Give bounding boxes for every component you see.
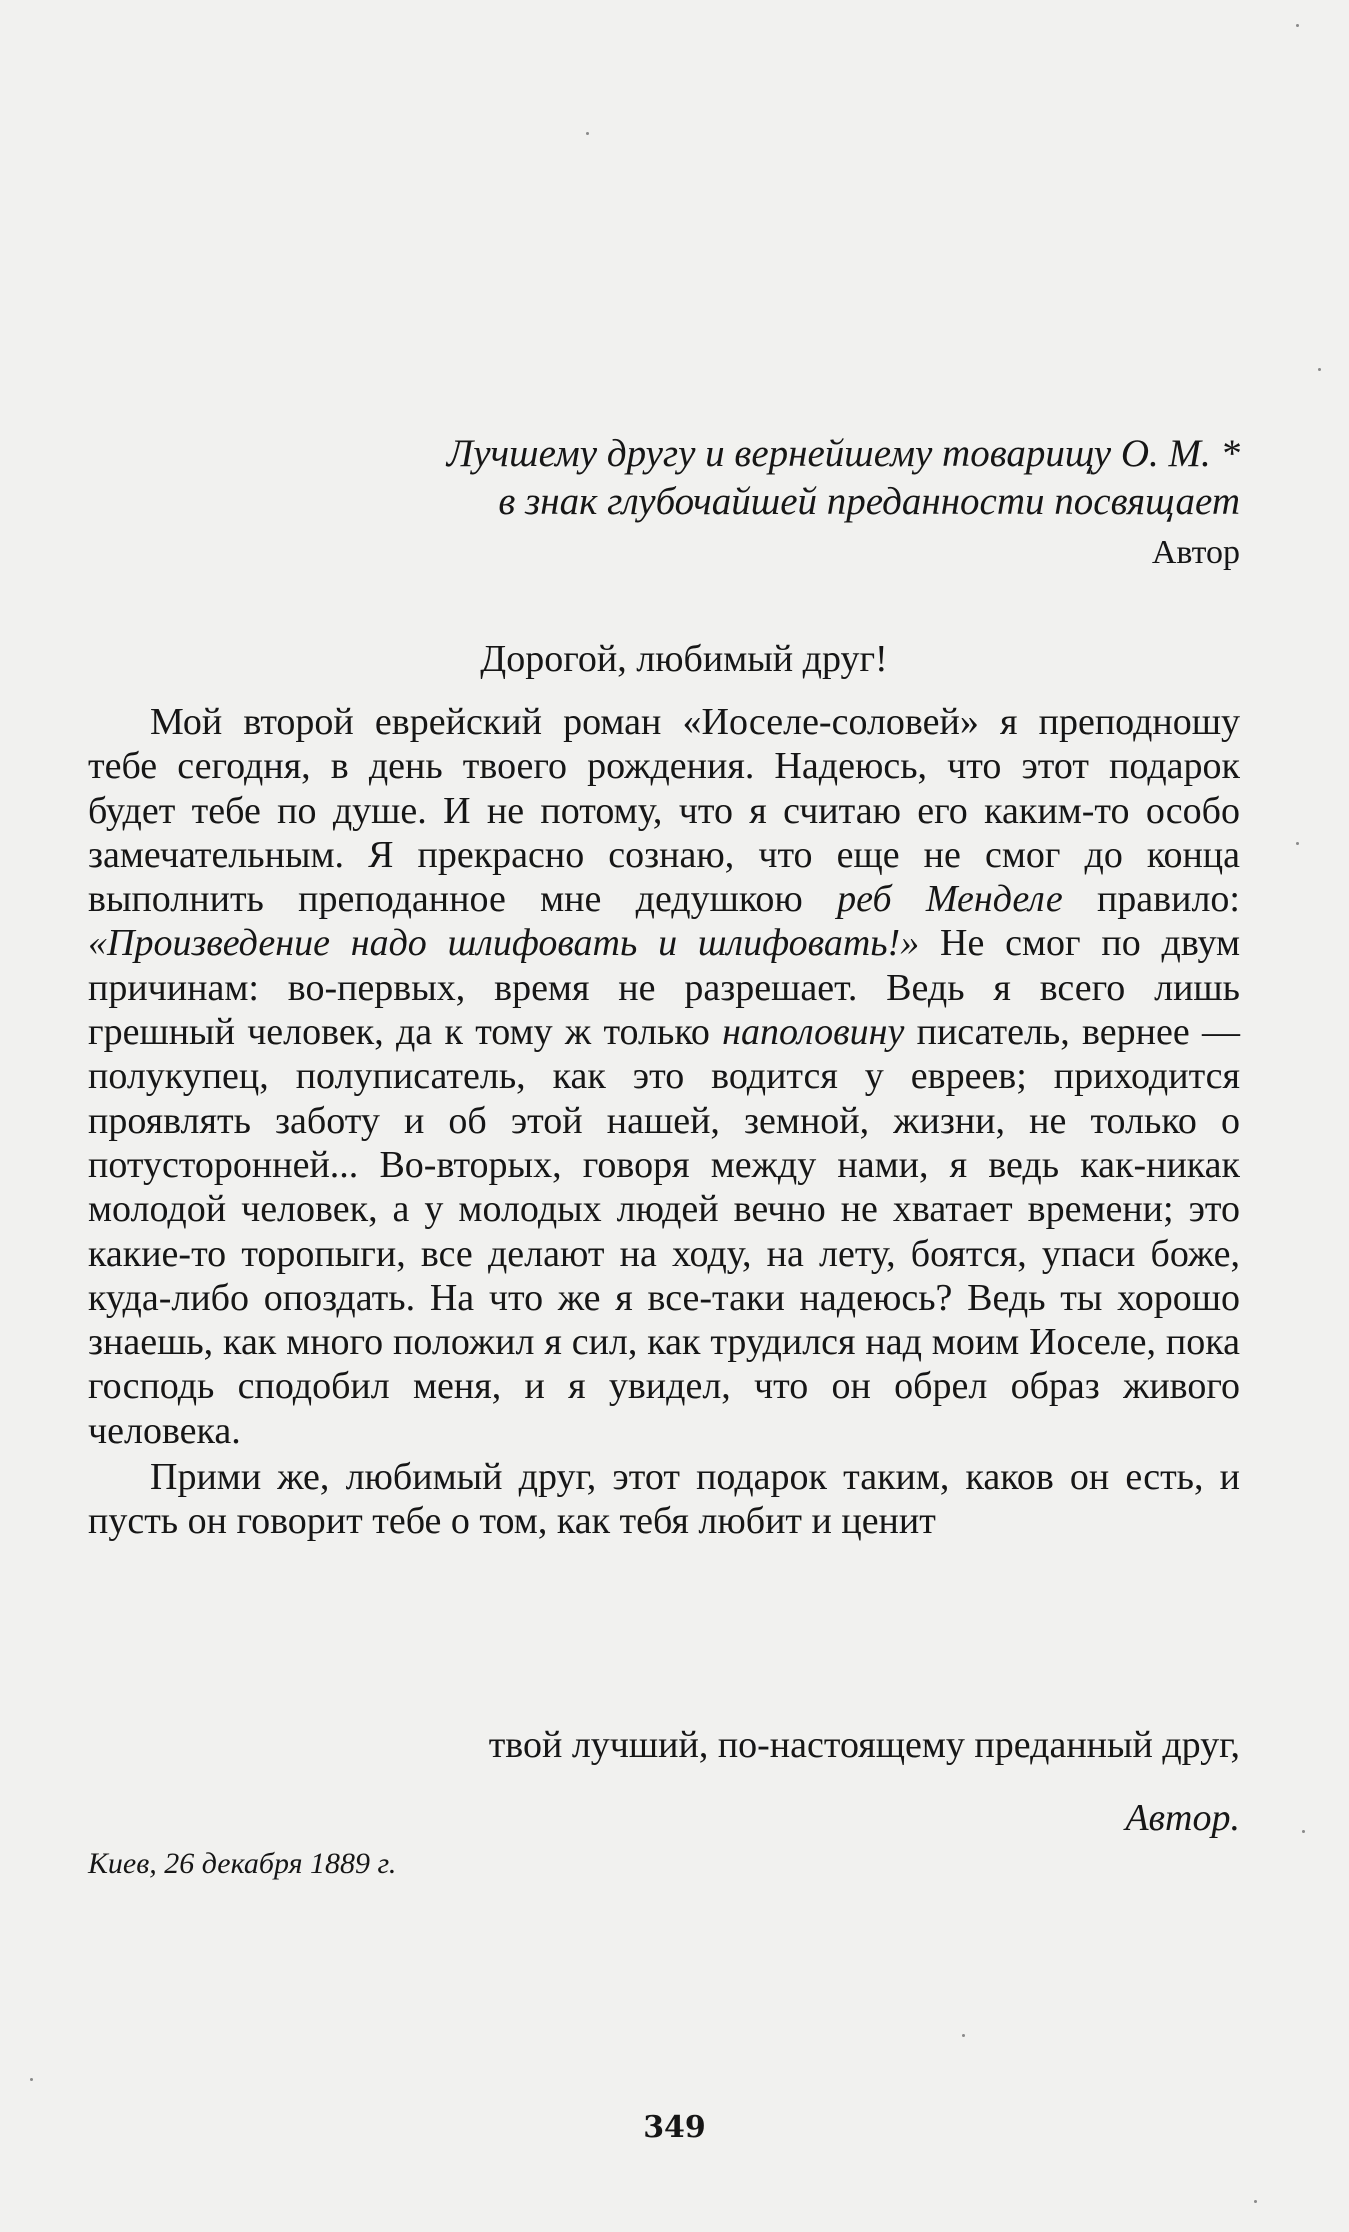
paragraph-1-emphasis-3: наполовину	[722, 1011, 905, 1054]
greeting: Дорогой, любимый друг!	[480, 638, 888, 680]
letter-body	[88, 700, 1240, 1544]
scan-speck	[586, 132, 589, 135]
page-number: 349	[643, 2110, 706, 2145]
paragraph-1-emphasis-1: реб Менделе	[837, 878, 1063, 921]
dedication-line-2: в знак глубочайшей преданности посвящает	[498, 480, 1240, 523]
scan-speck	[1296, 24, 1299, 27]
paragraph-1	[88, 700, 1240, 1453]
dedication	[88, 430, 1240, 578]
place-date: Киев, 26 декабря 1889 г.	[88, 1847, 397, 1880]
dedication-line-1: Лучшему другу и вернейшему товарищу О. М. *	[446, 432, 1240, 475]
paragraph-1-part-1: Мой второй еврейский роман «Иоселе-соловей» я преподношу тебе сегодня, в день твоего рождения. Надеюсь, что этот подарок будет тебе по душе. И не потому, что я считаю его каким-то особо замечательным. Я прекрасно сознаю, что еще не смог до конца выполнить преподанное мне дедушкою	[88, 701, 1240, 921]
scan-speck	[30, 2078, 33, 2081]
scan-speck	[962, 2034, 965, 2037]
paragraph-1-emphasis-2: «Произведение надо шлифовать и шлифовать!»	[88, 922, 920, 965]
signature-author: Автор.	[1125, 1797, 1240, 1839]
scan-speck	[1302, 1830, 1305, 1833]
scan-speck	[1318, 368, 1321, 371]
scan-speck	[1296, 842, 1299, 845]
paragraph-1-part-4: писатель, вернее — полукупец, полуписатель, как это водится у евреев; приходится проявлять заботу и об этой нашей, земной, жизни, не только о потусторонней... Во-вторых, говоря между нами, я ведь как-никак молодой человек, а у молодых людей вечно не хватает времени; это какие-то торопыги, все делают на ходу, на лету, боятся, упаси боже, куда-либо опоздать. На что же я все-таки надеюсь? Ведь ты хорошо знаешь, как много положил я сил, как трудился над моим Иоселе, пока господь сподобил меня, и я увидел, что он обрел образ живого человека.	[88, 1011, 1240, 1452]
paragraph-1-part-3: Не смог по двум причинам: во-первых, время не разрешает. Ведь я всего лишь грешный человек, да к тому ж только	[88, 922, 1241, 1054]
paragraph-1-part-2: правило:	[1062, 878, 1240, 921]
signature-line: твой лучший, по-настоящему преданный друг,	[488, 1724, 1240, 1766]
scan-speck	[1254, 2200, 1257, 2203]
dedication-author: Автор	[1151, 534, 1240, 571]
paragraph-2: Прими же, любимый друг, этот подарок таким, каков он есть, и пусть он говорит тебе о том, как тебя любит и ценит	[88, 1456, 1240, 1543]
